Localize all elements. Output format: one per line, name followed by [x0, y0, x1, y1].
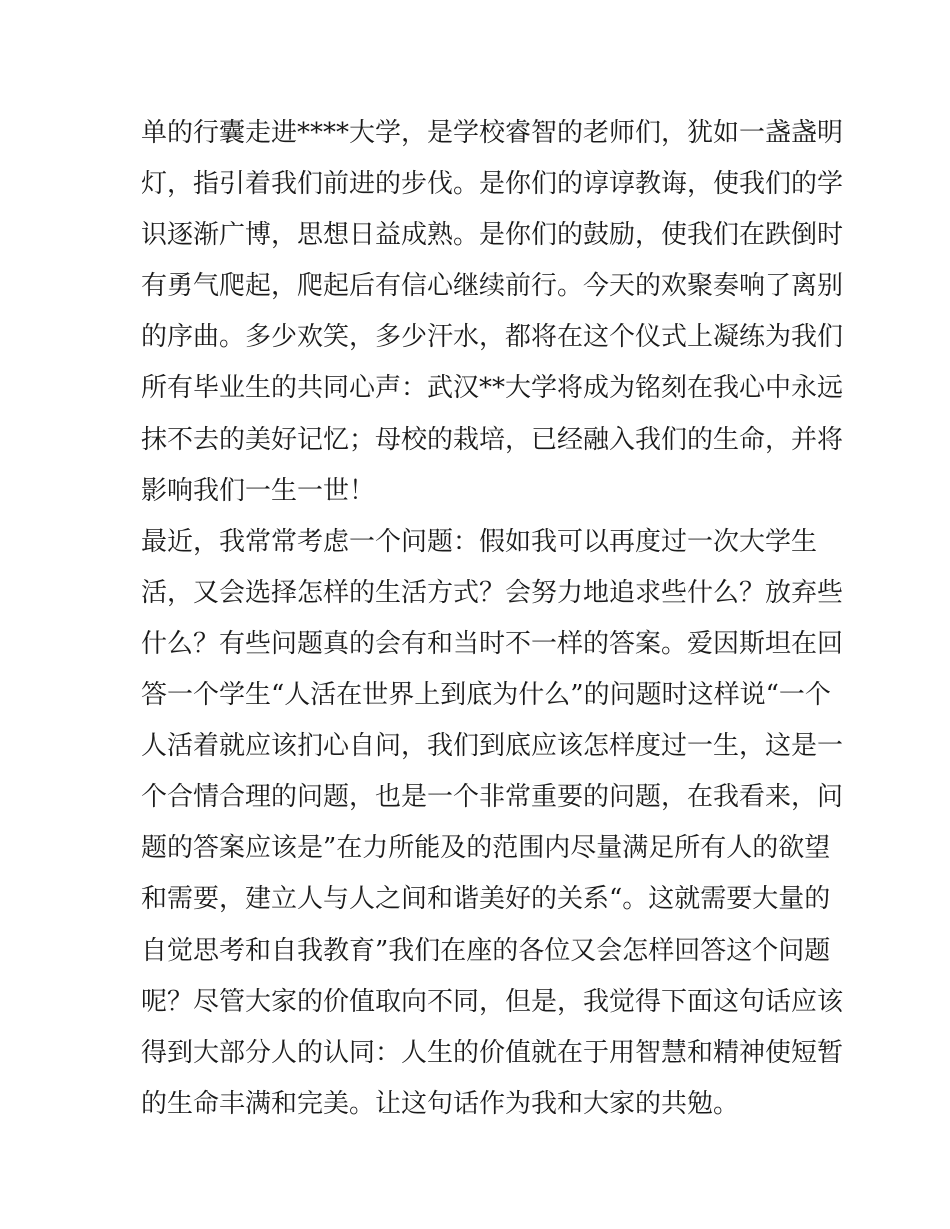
text-line: 抹不去的美好记忆；母校的栽培，已经融入我们的生命，并将 [141, 424, 844, 455]
text-line: 呢？尽管大家的价值取向不同，但是，我觉得下面这句话应该 [141, 986, 844, 1017]
text-line: 有勇气爬起，爬起后有信心继续前行。今天的欢聚奏响了离别 [141, 271, 844, 302]
text-line: 题的答案应该是”在力所能及的范围内尽量满足所有人的欲望 [141, 833, 831, 864]
text-line: 答一个学生“人活在世界上到底为什么”的问题时这样说“一个 [141, 680, 831, 711]
text-line: 活，又会选择怎样的生活方式？会努力地追求些什么？放弃些 [141, 577, 844, 608]
text-line: 什么？有些问题真的会有和当时不一样的答案。爱因斯坦在回 [141, 628, 844, 659]
text-line: 得到大部分人的认同：人生的价值就在于用智慧和精神使短暂 [141, 1037, 844, 1068]
text-line: 的序曲。多少欢笑，多少汗水，都将在这个仪式上凝练为我们 [141, 322, 844, 353]
text-line: 单的行囊走进****大学，是学校睿智的老师们，犹如一盏盏明 [141, 118, 844, 148]
text-line: 所有毕业生的共同心声：武汉**大学将成为铭刻在我心中永远 [141, 373, 844, 404]
text-line: 的生命丰满和完美。让这句话作为我和大家的共勉。 [141, 1088, 740, 1119]
text-line: 灯，指引着我们前进的步伐。是你们的谆谆教诲，使我们的学 [141, 169, 844, 200]
text-line: 和需要，建立人与人之间和谐美好的关系“。这就需要大量的 [141, 884, 831, 915]
text-line: 人活着就应该扪心自问，我们到底应该怎样度过一生，这是一 [141, 731, 844, 762]
text-line: 影响我们一生一世！ [141, 475, 376, 506]
text-line: 识逐渐广博，思想日益成熟。是你们的鼓励，使我们在跌倒时 [141, 220, 844, 251]
text-line: 个合情合理的问题，也是一个非常重要的问题，在我看来，问 [141, 782, 844, 813]
document-body [141, 108, 844, 1130]
text-line: 自觉思考和自我教育”我们在座的各位又会怎样回答这个问题 [141, 935, 831, 966]
text-line: 最近，我常常考虑一个问题：假如我可以再度过一次大学生 [141, 526, 818, 557]
